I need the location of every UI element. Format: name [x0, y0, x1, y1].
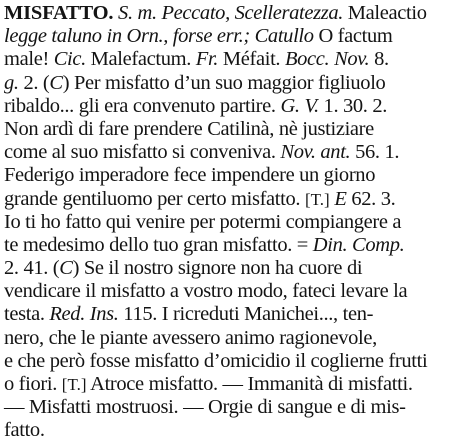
italic-text: legge taluno in Orn., forse err.; Catullo — [4, 25, 314, 48]
entry-text: 115. I ricreduti Manichei..., ten- — [118, 303, 374, 326]
entry-line — [4, 419, 468, 442]
entry-line — [4, 350, 468, 373]
entry-text: O factum — [313, 25, 393, 48]
entry-line — [4, 280, 468, 303]
entry-text: Io ti ho fatto qui venire per potermi compiangere a — [4, 210, 402, 233]
entry-text: 62. 3. — [346, 187, 396, 210]
entry-text: Federigo imperadore fece impendere un giorno — [4, 164, 376, 187]
entry-text: Atroce misfatto. — Immanità di misfatti. — [86, 373, 413, 395]
entry-text: e che però fosse misfatto d’omicidio il coglierne frutti — [4, 349, 428, 372]
entry-text: [T.] — [304, 189, 330, 209]
entry-text: testa. — [4, 303, 50, 326]
entry-line — [4, 118, 468, 141]
entry-text: male! — [4, 48, 54, 71]
italic-text: g. — [4, 71, 19, 94]
entry-text: o fiori. — [4, 373, 62, 395]
entry-line — [4, 72, 468, 95]
entry-text: vendicare il misfatto a vostro modo, fateci levare la — [4, 280, 408, 303]
entry-text: ribaldo... gli era convenuto partire. — [4, 94, 281, 117]
entry-line — [4, 303, 468, 326]
entry-line — [4, 234, 468, 257]
entry-line — [4, 25, 468, 48]
entry-text: fatto. — [4, 419, 45, 442]
entry-text: 2. 41. ( — [4, 257, 60, 280]
entry-text: 1. 30. 2. — [318, 94, 388, 117]
entry-line — [4, 373, 468, 396]
entry-line — [4, 327, 468, 350]
entry-line — [4, 141, 468, 164]
entry-line — [4, 211, 468, 234]
entry-text: 56. 1. — [350, 141, 400, 164]
italic-text: C — [49, 71, 63, 94]
entry-line — [4, 188, 468, 211]
entry-text: grande gentiluomo per certo misfatto. — [4, 187, 305, 210]
entry-text: Malefactum. — [85, 48, 196, 71]
italic-text: E — [334, 187, 347, 210]
italic-text: G. V. — [280, 94, 319, 117]
italic-text: Bocc. Nov. — [284, 48, 370, 71]
entry-text: ) Per misfatto d’un suo maggior figliuolo — [62, 71, 386, 94]
entry-text: 8. — [369, 48, 389, 71]
italic-text: Nov. ant. — [280, 141, 351, 164]
entry-text: Maleactio — [343, 2, 427, 24]
dictionary-entry — [4, 2, 468, 443]
entry-text: come al suo misfatto si conveniva. — [4, 141, 281, 164]
headword: MISFATTO. — [4, 2, 114, 24]
entry-line — [4, 95, 468, 118]
entry-text: — Misfatti mostruosi. — Orgie di sangue e di mis- — [4, 396, 406, 419]
entry-text: nero, che le piante avessero animo ragionevole, — [4, 326, 377, 349]
entry-text: te medesimo dello tuo gran misfatto. = — [4, 233, 313, 256]
entry-text: Méfait. — [218, 48, 285, 71]
entry-line — [4, 2, 468, 25]
italic-text: S. m. Peccato, Scelleratezza. — [118, 2, 344, 24]
entry-text: Non ardì di fare prendere Catilinà, nè justiziare — [4, 117, 374, 140]
entry-text: [T.] — [61, 375, 87, 394]
italic-text: Fr. — [195, 48, 219, 71]
entry-text: 2. ( — [18, 71, 50, 94]
entry-line — [4, 257, 468, 280]
entry-line — [4, 396, 468, 419]
entry-text: ) Se il nostro signore non ha cuore di — [72, 257, 363, 280]
italic-text: Red. Ins. — [49, 303, 119, 326]
entry-line — [4, 164, 468, 187]
entry-line — [4, 48, 468, 71]
italic-text: Din. Comp. — [312, 233, 405, 256]
italic-text: C — [59, 257, 73, 280]
italic-text: Cic. — [53, 48, 86, 71]
